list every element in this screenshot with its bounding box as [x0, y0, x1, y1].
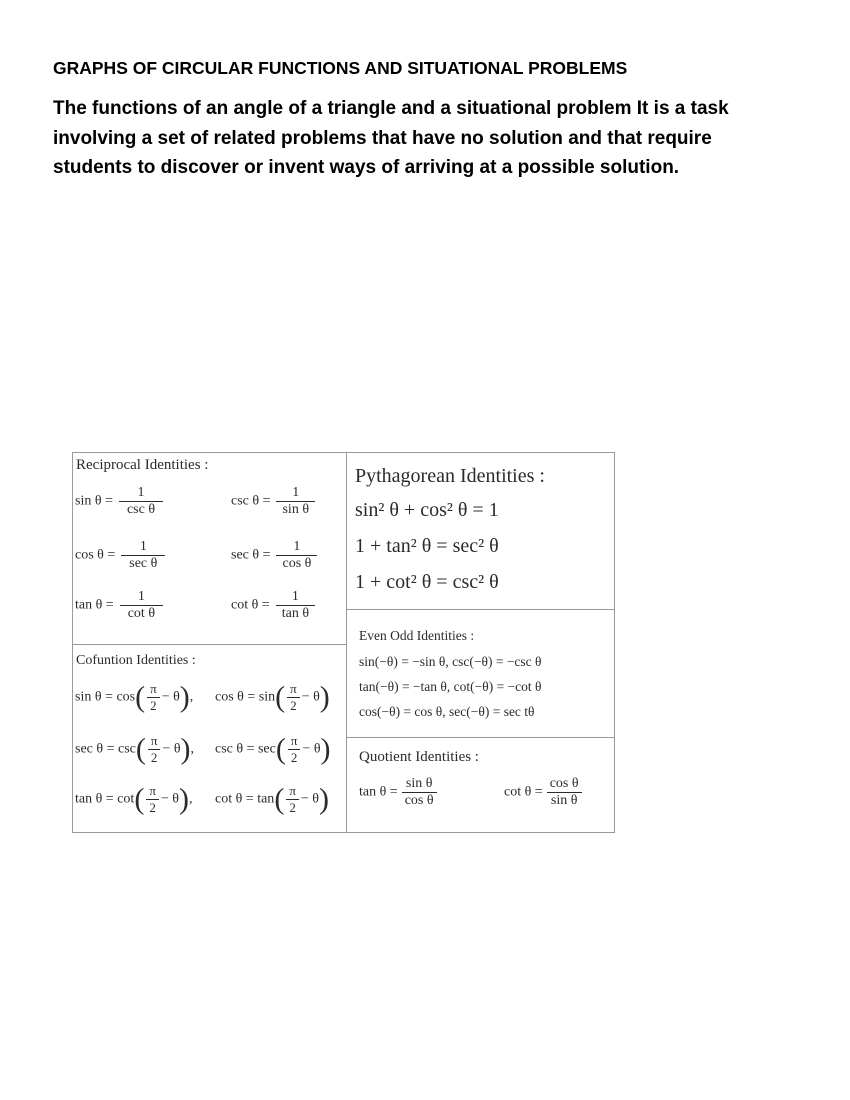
paren-open: ( — [275, 732, 286, 766]
two: 2 — [147, 697, 160, 714]
pi-symbol: π — [150, 733, 158, 748]
quotient-tan — [359, 776, 439, 809]
pythagorean-line-3: 1 + cot² θ = csc² θ — [355, 571, 499, 593]
pythagorean-title: Pythagorean Identities : — [355, 465, 545, 487]
reciprocal-cos — [75, 539, 167, 572]
eq-tail: − θ — [161, 689, 180, 705]
eq-num: cos θ — [549, 776, 579, 791]
eq-sep: , — [189, 791, 193, 807]
eq-lhs: tan θ = cot — [75, 791, 135, 807]
page-heading: GRAPHS OF CIRCULAR FUNCTIONS AND SITUATIONAL PROBLEMS — [53, 58, 628, 78]
paren-close: ) — [319, 680, 330, 714]
paren-close: ) — [320, 732, 331, 766]
eq-tail: − θ — [301, 689, 320, 705]
eq-sep: , — [189, 689, 194, 705]
eq-num: 1 — [292, 485, 300, 500]
two: 2 — [146, 799, 159, 816]
eq-num: 1 — [137, 485, 145, 500]
intro-paragraph: The functions of an angle of a triangle and a situational problem It is a task involving a set of related problems that have no solution and that require students to discover or invent ways of arriving at a possible solution. — [53, 98, 729, 178]
reciprocal-title: Reciprocal Identities : — [76, 457, 209, 473]
eq-den: cot θ — [120, 605, 163, 622]
eq-lhs: csc θ = — [231, 493, 271, 509]
eq-num: sin θ — [405, 776, 433, 791]
paren-open: ( — [135, 680, 146, 714]
paren-close: ) — [179, 782, 189, 816]
pi-symbol: π — [149, 783, 156, 798]
pi-symbol: π — [290, 733, 298, 748]
reciprocal-csc — [231, 485, 317, 518]
eq-lhs: cos θ = — [75, 547, 116, 563]
cofunction-sec — [75, 733, 194, 766]
eq-den: sin θ — [276, 501, 315, 518]
cofunction-title: Cofuntion Identities : — [76, 653, 196, 668]
cofunction-cos — [215, 681, 330, 714]
paren-close: ) — [319, 782, 329, 816]
reciprocal-tan — [75, 589, 165, 622]
reciprocal-identities-cell — [73, 453, 347, 645]
eq-lhs: cot θ = — [504, 784, 543, 800]
two: 2 — [286, 799, 299, 816]
reciprocal-sec — [231, 539, 319, 572]
eq-lhs: sin θ = — [75, 493, 113, 509]
even-odd-title: Even Odd Identities : — [359, 628, 475, 643]
cofunction-csc — [215, 733, 331, 766]
even-odd-line-1: sin(−θ) = −sin θ, csc(−θ) = −csc θ — [359, 654, 542, 669]
pi-symbol: π — [150, 681, 157, 696]
eq-tail: − θ — [300, 791, 319, 807]
eq-tail: − θ — [160, 791, 179, 807]
two: 2 — [288, 749, 301, 766]
pythagorean-line-2: 1 + tan² θ = sec² θ — [355, 535, 499, 557]
eq-num: 1 — [293, 539, 301, 554]
eq-lhs: cos θ = sin — [215, 689, 276, 705]
eq-lhs: sin θ = cos — [75, 689, 136, 705]
eq-lhs: csc θ = sec — [215, 741, 276, 757]
eq-sep: , — [190, 741, 195, 757]
cofunction-sin — [75, 681, 193, 714]
eq-den: csc θ — [119, 501, 163, 518]
quotient-cot — [504, 776, 584, 809]
reciprocal-sin — [75, 485, 165, 518]
eq-den: cos θ — [402, 792, 437, 809]
eq-num: 1 — [137, 589, 145, 604]
paren-close: ) — [179, 680, 190, 714]
even-odd-identities-cell — [347, 610, 615, 738]
eq-lhs: tan θ = — [359, 784, 398, 800]
eq-num: 1 — [291, 589, 299, 604]
trig-identities-table — [72, 452, 615, 833]
two: 2 — [287, 697, 300, 714]
eq-lhs: cot θ = — [231, 597, 270, 613]
pythagorean-identities-cell — [347, 453, 615, 610]
eq-den: cos θ — [276, 555, 317, 572]
eq-den: tan θ — [276, 605, 315, 622]
cofunction-tan — [75, 783, 193, 816]
even-odd-line-2: tan(−θ) = −tan θ, cot(−θ) = −cot θ — [359, 679, 542, 694]
paren-open: ( — [274, 782, 285, 816]
paren-open: ( — [135, 732, 146, 766]
two: 2 — [148, 749, 161, 766]
quotient-identities-cell — [347, 738, 615, 833]
cofunction-cot — [215, 783, 329, 816]
pi-symbol: π — [289, 783, 296, 798]
reciprocal-cot — [231, 589, 317, 622]
eq-lhs: sec θ = csc — [75, 741, 136, 757]
quotient-title: Quotient Identities : — [359, 749, 479, 765]
pythagorean-line-1: sin² θ + cos² θ = 1 — [355, 499, 499, 521]
cofunction-identities-cell — [73, 645, 347, 833]
eq-tail: − θ — [162, 741, 181, 757]
eq-lhs: tan θ = — [75, 597, 114, 613]
paren-open: ( — [275, 680, 286, 714]
eq-tail: − θ — [302, 741, 321, 757]
eq-lhs: cot θ = tan — [215, 791, 275, 807]
paren-open: ( — [134, 782, 145, 816]
eq-num: 1 — [139, 539, 147, 554]
pi-symbol: π — [290, 681, 297, 696]
even-odd-line-3: cos(−θ) = cos θ, sec(−θ) = sec tθ — [359, 704, 535, 719]
eq-den: sin θ — [547, 792, 582, 809]
eq-lhs: sec θ = — [231, 547, 271, 563]
paren-close: ) — [180, 732, 191, 766]
eq-den: sec θ — [121, 555, 165, 572]
